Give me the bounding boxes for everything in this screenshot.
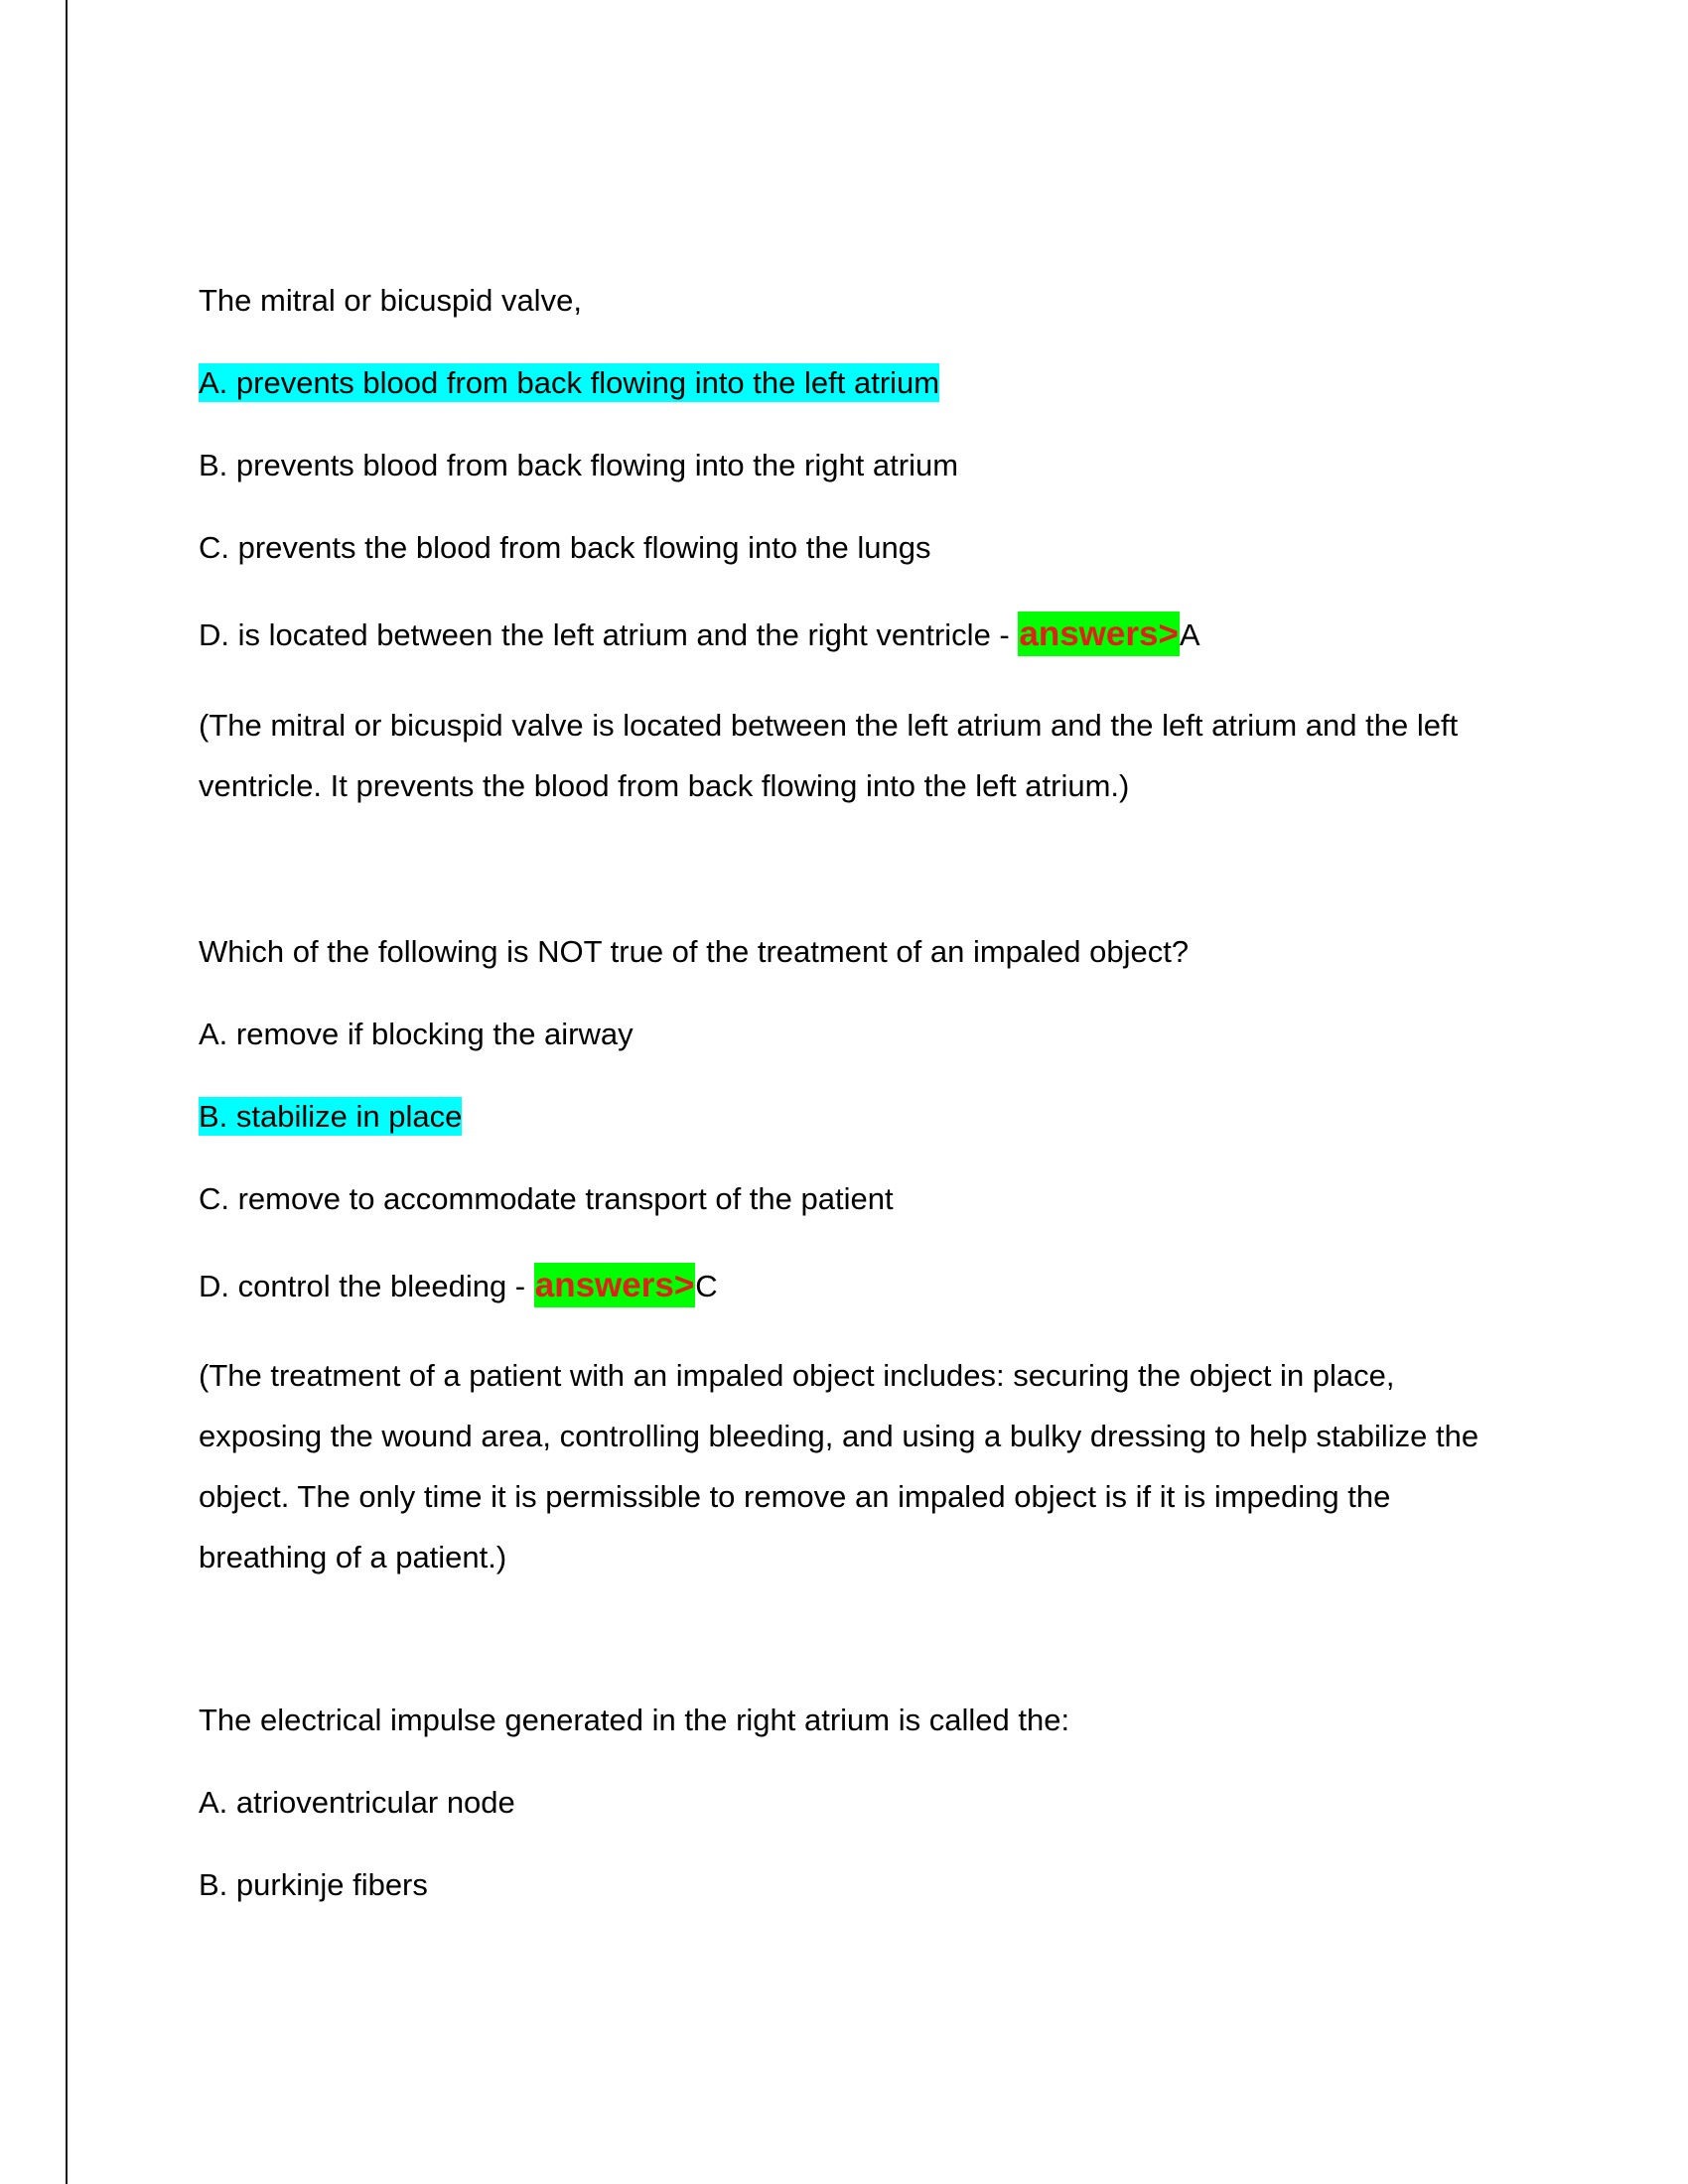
q2-answer-tag: answers>: [534, 1263, 696, 1307]
q3-option-b: B. purkinje fibers: [199, 1867, 428, 1902]
q2-answer: C: [695, 1269, 718, 1303]
q1-stem: The mitral or bicuspid valve,: [199, 283, 582, 318]
q1-option-c: C. prevents the blood from back flowing into the lungs: [199, 530, 931, 565]
q2-option-b: [199, 1097, 462, 1137]
q3-option-a: A. atrioventricular node: [199, 1785, 515, 1820]
q2-explanation: (The treatment of a patient with an impaled object includes: securing the object in place, exposing the wound area, controlling bleeding, and using a bulky dressing to help stabilize the object. The only time it is permissible to remove an impaled object is if it is impeding the breathing of a patient.): [199, 1358, 1479, 1574]
q2-option-c: C. remove to accommodate transport of the patient: [199, 1181, 894, 1216]
q2-option-d: [199, 1266, 718, 1306]
q3-stem: The electrical impulse generated in the right atrium is called the:: [199, 1703, 1070, 1737]
q2-stem: Which of the following is NOT true of the treatment of an impaled object?: [199, 934, 1190, 969]
q1-option-a: [199, 363, 939, 403]
q2-option-b-highlight: B. stabilize in place: [199, 1099, 463, 1134]
q1-answer: A: [1179, 617, 1200, 652]
q2-option-d-text: D. control the bleeding -: [199, 1269, 534, 1303]
q1-answer-tag: answers>: [1018, 612, 1180, 656]
q1-option-d-text: D. is located between the left atrium and the right ventricle -: [199, 617, 1019, 652]
q1-option-b: B. prevents blood from back flowing into the right atrium: [199, 448, 959, 482]
q2-option-a: A. remove if blocking the airway: [199, 1017, 633, 1051]
page-left-border: [66, 0, 68, 2184]
q1-option-d: [199, 614, 1200, 655]
q1-explanation: (The mitral or bicuspid valve is located between the left atrium and the left atrium and the left ventricle. It prevents the blood from back flowing into the left atrium.): [199, 708, 1459, 803]
q1-option-a-highlight: A. prevents blood from back flowing into the left atrium: [199, 365, 940, 400]
